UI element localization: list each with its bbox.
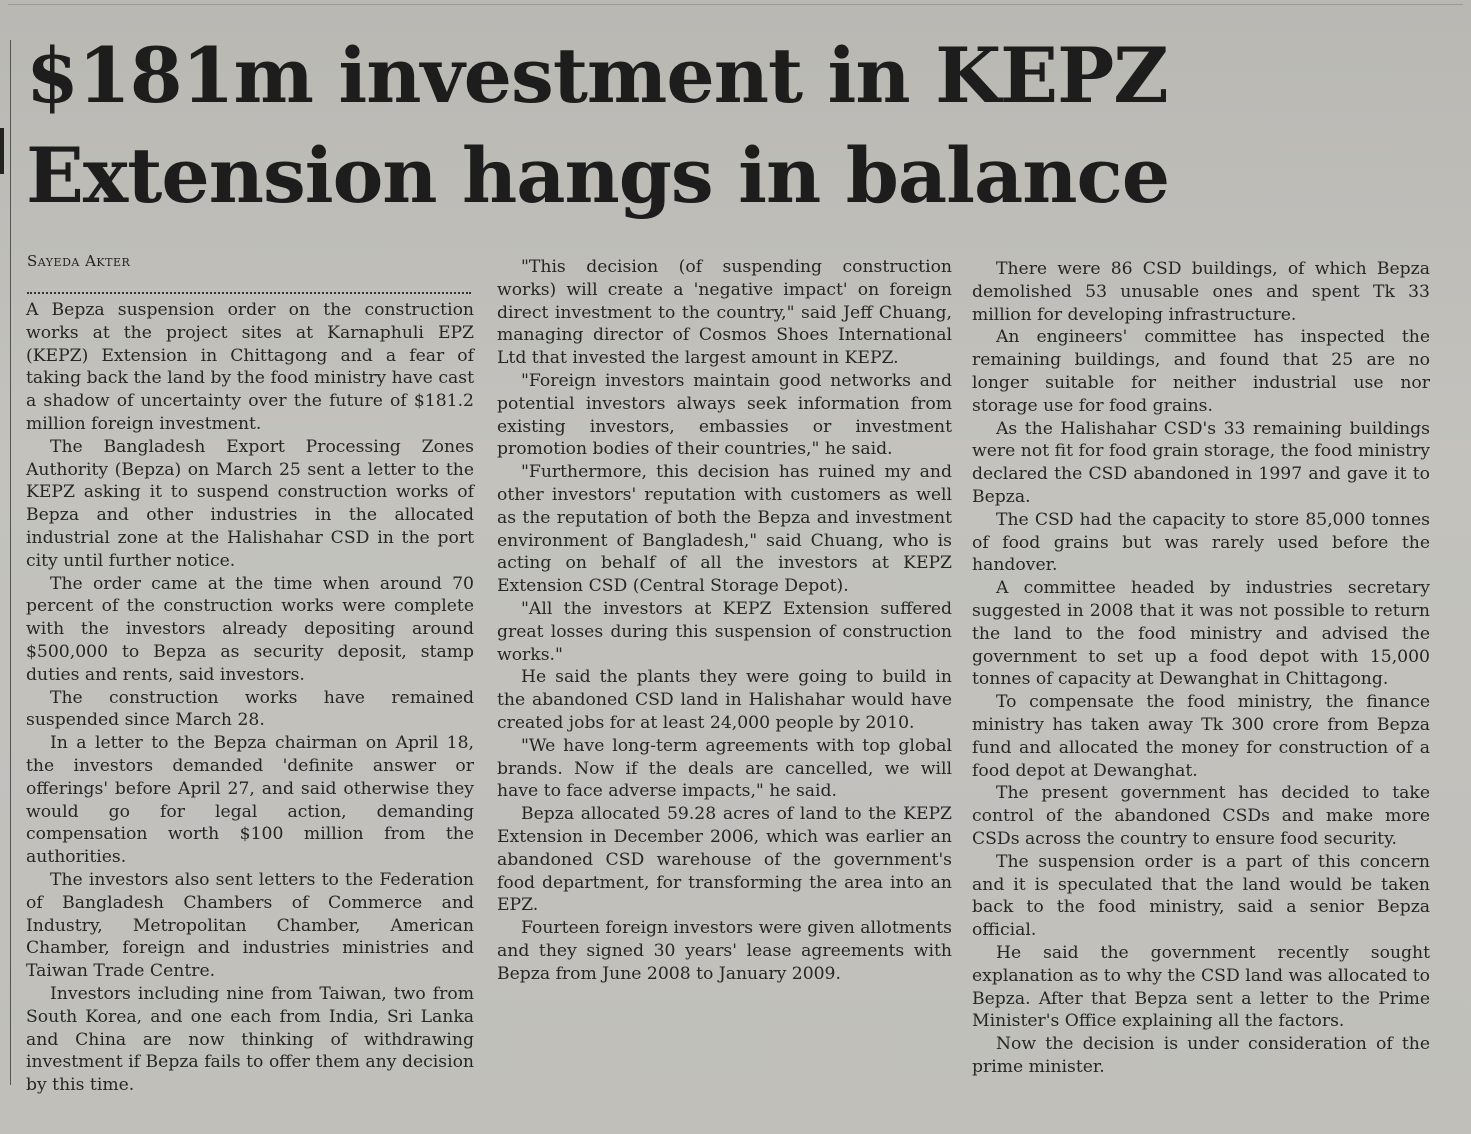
paragraph: The CSD had the capacity to store 85,000 tonnes of food grains but was rarely used before the handover. <box>972 509 1430 576</box>
paragraph: Investors including nine from Taiwan, two from South Korea, and one each from India, Sri Lanka and China are now thinking of withdrawing investment if Bepza fails to offer them any decision by this time. <box>26 983 474 1096</box>
paragraph: "Furthermore, this decision has ruined my and other investors' reputation with customers as well as the reputation of both the Bepza and investment environment of Bangladesh," said Chuang, who is acting on behalf of all the investors at KEPZ Extension CSD (Central Storage Depot). <box>497 462 952 597</box>
paragraph: A Bepza suspension order on the construction works at the project sites at Karnaphuli EPZ (KEPZ) Extension in Chittagong and a fear of taking back the land by the food ministry have cast a shadow of uncertainty over the future of $181.2 million foreign investment. <box>26 300 474 434</box>
left-column-rule <box>10 40 11 1085</box>
paragraph: "This decision (of suspending construction works) will create a 'negative impact' on foreign direct investment to the country," said Jeff Chuang, managing director of Cosmos Shoes International Ltd that invested the largest amount in KEPZ. <box>497 257 952 369</box>
column-2 <box>497 256 952 986</box>
headline-line-2: Extension hangs in balance <box>26 131 1170 220</box>
paragraph: To compensate the food ministry, the finance ministry has taken away Tk 300 crore from Bepza fund and allocated the money for construction of a food depot at Dewanghat. <box>972 692 1430 781</box>
paragraph: In a letter to the Bepza chairman on April 18, the investors demanded 'definite answer or offerings' before April 27, and said otherwise they would go for legal action, demanding compensation worth $100 million from the authorities. <box>26 733 474 868</box>
paragraph: Now the decision is under consideration of the prime minister. <box>972 1034 1430 1077</box>
paragraph: "Foreign investors maintain good networks and potential investors always seek information from existing investors, embassies or investment promotion bodies of their countries," he said. <box>497 370 952 460</box>
column-3 <box>972 258 1430 1079</box>
top-rule <box>8 4 1463 5</box>
paragraph: He said the plants they were going to build in the abandoned CSD land in Halishahar would have created jobs for at least 24,000 people by 2010. <box>497 667 952 733</box>
paragraph: A committee headed by industries secretary suggested in 2008 that it was not possible to return the land to the food ministry and advised the government to set up a food depot with 15,000 tonnes of capacity at Dewanghat in Chittagong. <box>972 578 1430 690</box>
paragraph: Fourteen foreign investors were given allotments and they signed 30 years' lease agreements with Bepza from June 2008 to January 2009. <box>497 918 952 984</box>
paragraph: "We have long-term agreements with top global brands. Now if the deals are cancelled, we will have to face adverse impacts," he said. <box>497 735 952 802</box>
byline: Sayeda Akter <box>27 252 131 270</box>
paragraph: The order came at the time when around 70 percent of the construction works were complete with the investors already depositing around $500,000 to Bepza as security deposit, stamp duties and rents, said investors. <box>26 573 474 685</box>
paragraph: The present government has decided to take control of the abandoned CSDs and make more CSDs across the country to ensure food security. <box>972 783 1430 849</box>
paragraph: There were 86 CSD buildings, of which Bepza demolished 53 unusable ones and spent Tk 33 million for developing infrastructure. <box>972 259 1430 325</box>
byline-divider <box>27 292 471 294</box>
paragraph: The suspension order is a part of this concern and it is speculated that the land would be taken back to the food ministry, said a senior Bepza official. <box>972 851 1430 941</box>
headline <box>26 26 1326 226</box>
paragraph: He said the government recently sought explanation as to why the CSD land was allocated to Bepza. After that Bepza sent a letter to the Prime Minister's Office explaining all the factors. <box>972 942 1430 1032</box>
column-1 <box>26 299 474 1097</box>
paragraph: "All the investors at KEPZ Extension suffered great losses during this suspension of construction works." <box>497 598 952 665</box>
margin-mark <box>0 128 4 174</box>
paragraph: Bepza allocated 59.28 acres of land to the KEPZ Extension in December 2006, which was earlier an abandoned CSD warehouse of the government's food department, for transforming the area into an EPZ. <box>497 804 952 916</box>
paragraph: The investors also sent letters to the Federation of Bangladesh Chambers of Commerce and Industry, Metropolitan Chamber, American Chamber, foreign and industries ministries and Taiwan Trade Centre. <box>26 869 474 982</box>
headline-line-1: $181m investment in KEPZ <box>26 31 1168 120</box>
paragraph: As the Halishahar CSD's 33 remaining buildings were not fit for food grain storage, the food ministry declared the CSD abandoned in 1997 and gave it to Bepza. <box>972 418 1430 507</box>
paragraph: The Bangladesh Export Processing Zones Authority (Bepza) on March 25 sent a letter to the KEPZ asking it to suspend construction works of Bepza and other industries in the allocated industrial zone at the Halishahar CSD in the port city until further notice. <box>26 436 474 571</box>
paragraph: The construction works have remained suspended since March 28. <box>26 687 474 731</box>
paragraph: An engineers' committee has inspected the remaining buildings, and found that 25 are no longer suitable for neither industrial use nor storage use for food grains. <box>972 327 1430 416</box>
